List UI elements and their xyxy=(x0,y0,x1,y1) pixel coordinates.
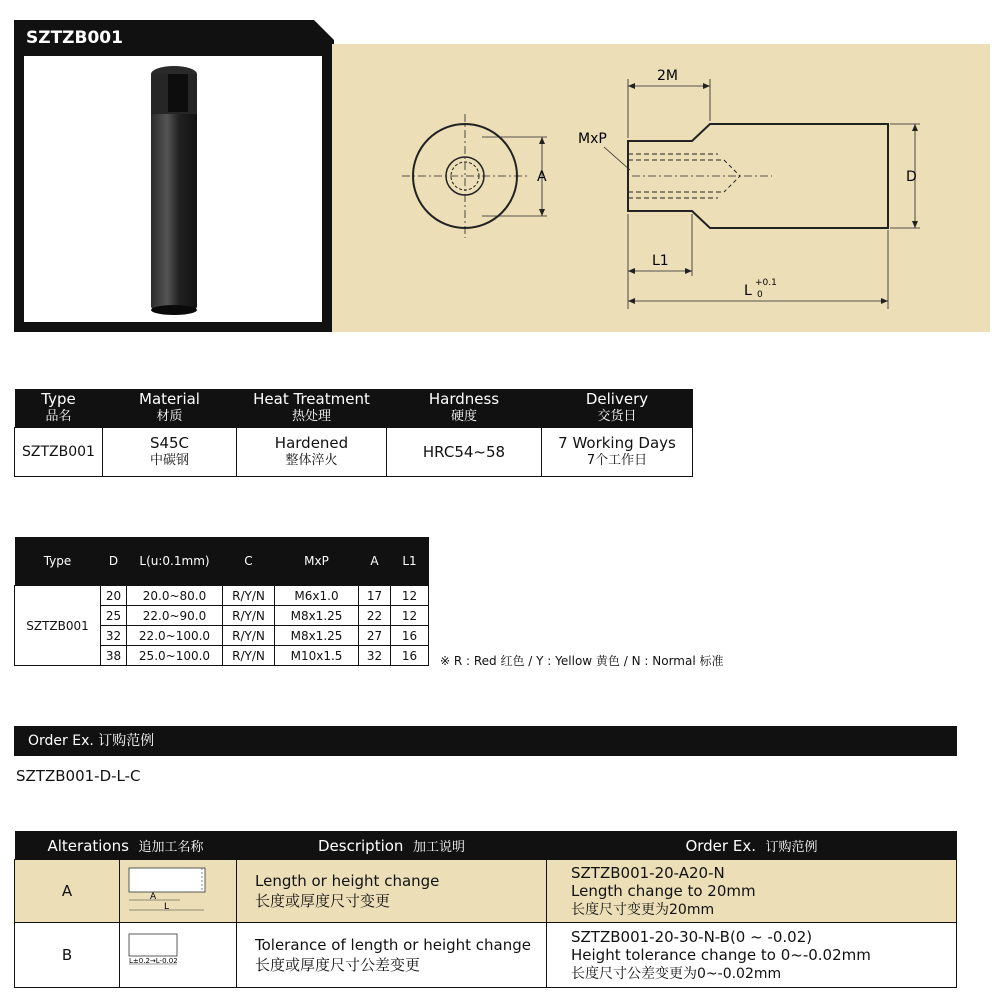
svg-text:L: L xyxy=(164,902,170,912)
spec-header-material: Material 材质 xyxy=(103,389,237,428)
dim-d-label: D xyxy=(906,169,917,185)
spec-header-type: Type 品名 xyxy=(15,389,103,428)
alt-order-example: SZTZB001-20-30-N-B(0 ~ -0.02) Height tolerance change to 0~-0.02mm 长度尺寸公差变更为0~-0.02mm xyxy=(547,923,957,988)
table-cell: R/Y/N xyxy=(223,586,275,606)
alt-code: A xyxy=(15,860,120,923)
table-cell: 20 xyxy=(101,586,127,606)
size-type: SZTZB001 xyxy=(15,586,101,666)
spec-header-hardness: Hardness 硬度 xyxy=(387,389,542,428)
size-header: L1 xyxy=(391,537,429,586)
size-header: MxP xyxy=(275,537,359,586)
svg-text:L±0.2→L-0.02: L±0.2→L-0.02 xyxy=(129,957,178,965)
dim-l-label: L xyxy=(744,283,752,299)
alt-description: Length or height change 长度或厚度尺寸变更 xyxy=(237,860,547,923)
table-cell: 27 xyxy=(359,626,391,646)
table-cell: M10x1.5 xyxy=(275,646,359,666)
color-note: ※ R : Red 红色 / Y : Yellow 黄色 / N : Normal 标准 xyxy=(440,654,724,668)
alt-header-alterations: Alterations 追加工名称 xyxy=(15,831,237,860)
table-cell: 25.0~100.0 xyxy=(127,646,223,666)
alt-code: B xyxy=(15,923,120,988)
size-header: A xyxy=(359,537,391,586)
table-cell: 17 xyxy=(359,586,391,606)
table-cell: 20.0~80.0 xyxy=(127,586,223,606)
alterations-table xyxy=(14,831,957,988)
table-cell: 16 xyxy=(391,646,429,666)
spec-header-heat: Heat Treatment 热处理 xyxy=(237,389,387,428)
table-cell: 12 xyxy=(391,606,429,626)
table-cell: 32 xyxy=(101,626,127,646)
table-cell: 25 xyxy=(101,606,127,626)
alt-icon xyxy=(120,923,237,988)
table-row xyxy=(15,428,693,477)
table-row xyxy=(15,860,957,923)
table-cell: R/Y/N xyxy=(223,646,275,666)
alt-description: Tolerance of length or height change 长度或厚度尺寸公差变更 xyxy=(237,923,547,988)
table-cell: 22.0~100.0 xyxy=(127,626,223,646)
spec-material: S45C 中碳钢 xyxy=(103,428,237,477)
dim-l-tol-lower: 0 xyxy=(757,290,763,300)
order-title: Order Ex. 订购范例 xyxy=(28,733,155,749)
table-cell: 32 xyxy=(359,646,391,666)
table-cell: R/Y/N xyxy=(223,606,275,626)
product-title: SZTZB001 xyxy=(26,28,123,48)
dim-l-tol-upper: +0.1 xyxy=(755,278,777,288)
order-bar xyxy=(14,726,957,756)
dim-l1-label: L1 xyxy=(652,253,669,269)
spec-delivery: 7 Working Days 7个工作日 xyxy=(542,428,693,477)
table-cell: 22 xyxy=(359,606,391,626)
size-table xyxy=(14,537,429,666)
table-cell: M6x1.0 xyxy=(275,586,359,606)
product-photo xyxy=(24,56,322,322)
table-row xyxy=(15,586,429,606)
size-header: D xyxy=(101,537,127,586)
alt-icon xyxy=(120,860,237,923)
spec-type: SZTZB001 xyxy=(15,428,103,477)
table-cell: 38 xyxy=(101,646,127,666)
size-header: L(u:0.1mm) xyxy=(127,537,223,586)
table-cell: 12 xyxy=(391,586,429,606)
spec-heat: Hardened 整体淬火 xyxy=(237,428,387,477)
table-cell: 22.0~90.0 xyxy=(127,606,223,626)
size-header: Type xyxy=(15,537,101,586)
order-example: SZTZB001-D-L-C xyxy=(16,767,141,785)
table-cell: R/Y/N xyxy=(223,626,275,646)
alt-header-order: Order Ex. 订购范例 xyxy=(547,831,957,860)
spec-table xyxy=(14,389,693,477)
alt-header-description: Description 加工说明 xyxy=(237,831,547,860)
dim-a-label: A xyxy=(537,169,547,185)
table-row xyxy=(15,923,957,988)
dim-2m-label: 2M xyxy=(657,68,678,84)
technical-drawing xyxy=(332,44,990,332)
size-header: C xyxy=(223,537,275,586)
alt-order-example: SZTZB001-20-A20-N Length change to 20mm 长度尺寸变更为20mm xyxy=(547,860,957,923)
table-cell: M8x1.25 xyxy=(275,626,359,646)
spec-hardness: HRC54~58 xyxy=(387,428,542,477)
spec-header-delivery: Delivery 交货日 xyxy=(542,389,693,428)
dim-mxp-label: MxP xyxy=(578,131,607,147)
table-cell: M8x1.25 xyxy=(275,606,359,626)
table-cell: 16 xyxy=(391,626,429,646)
svg-text:A: A xyxy=(150,892,157,902)
